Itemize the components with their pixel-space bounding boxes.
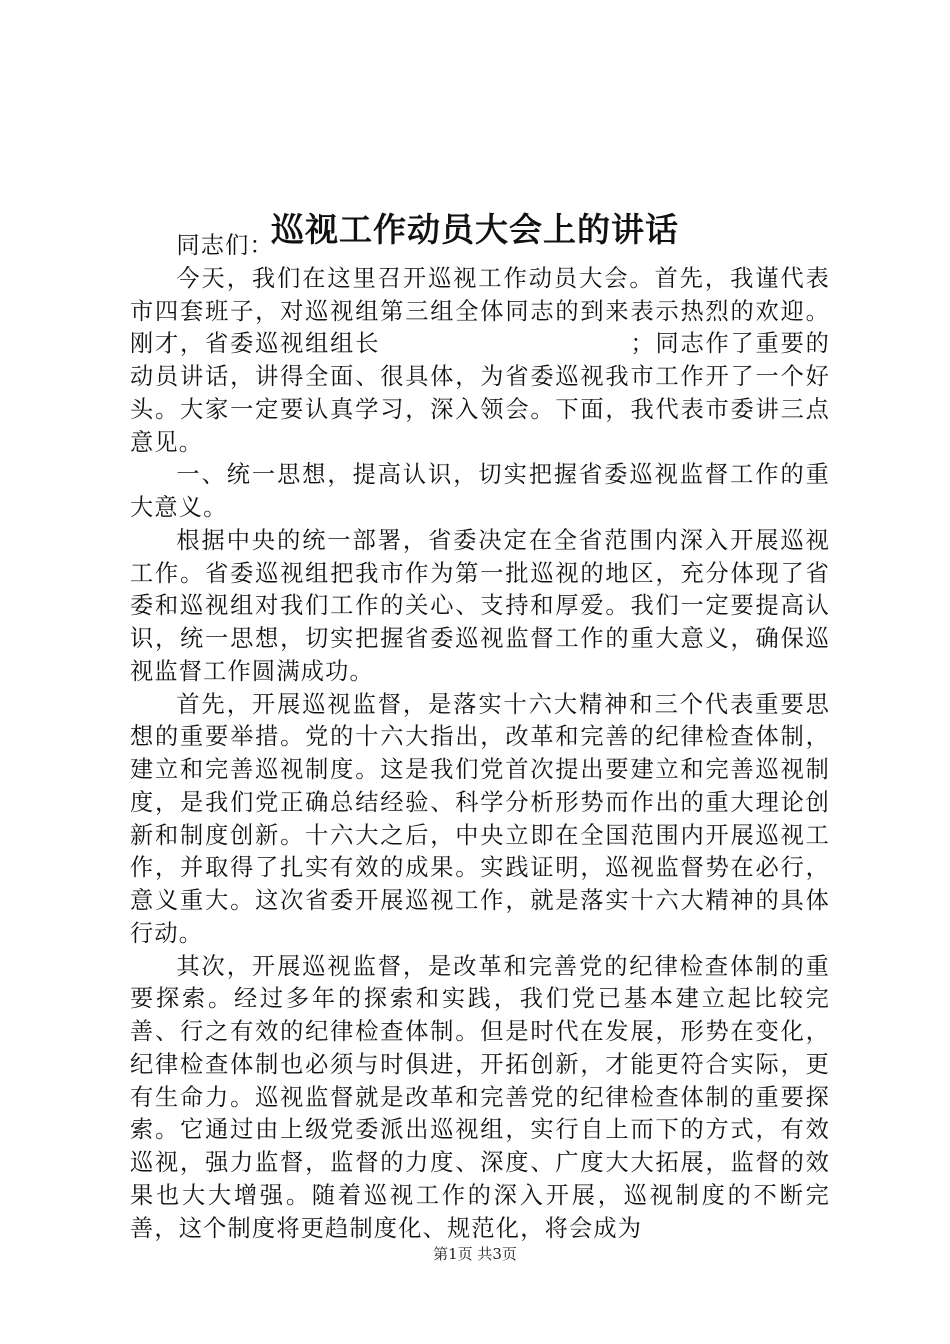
body-paragraph: 其次，开展巡视监督，是改革和完善党的纪律检查体制的重要探索。经过多年的探索和实践，我们党已基本建立起比较完善、行之有效的纪律检查体制。但是时代在发展，形势在变化，纪律检查体制也必须与时俱进，开拓创新，才能更符合实际，更有生命力。巡视监督就是改革和完善党的纪律检查体制的重要探索。它通过由上级党委派出巡视组，实行自上而下的方式，有效巡视，强力监督，监督的力度、深度、广度大大拓展，监督的效果也大大增强。随着巡视工作的深入开展，巡视制度的不断完善，这个制度将更趋制度化、规范化，将会成为 bbox=[130, 952, 830, 1242]
document-title: 巡视工作动员大会上的讲话 bbox=[271, 210, 679, 250]
body-paragraph: 首先，开展巡视监督，是落实十六大精神和三个代表重要思想的重要举措。党的十六大指出，改革和完善的纪律检查体制，建立和完善巡视制度。这是我们党首次提出要建立和完善巡视制度，是我们党正确总结经验、科学分析形势而作出的重大理论创新和制度创新。十六大之后，中央立即在全国范围内开展巡视工作，并取得了扎实有效的成果。实践证明，巡视监督势在必行，意义重大。这次省委开展巡视工作，就是落实十六大精神的具体行动。 bbox=[130, 690, 830, 947]
page-footer: 第1页 共3页 bbox=[433, 1245, 517, 1263]
opening-paragraph: 今天，我们在这里召开巡视工作动员大会。首先，我谨代表市四套班子，对巡视组第三组全体同志的到来表示热烈的欢迎。刚才，省委巡视组组长 ；同志作了重要的动员讲话，讲得全面、很具体，为省委巡视我市工作开了一个好头。大家一定要认真学习，深入领会。下面，我代表市委讲三点意见。 bbox=[130, 264, 830, 456]
section-heading-1: 一、统一思想，提高认识，切实把握省委巡视监督工作的重大意义。 bbox=[130, 461, 830, 521]
document-body bbox=[130, 230, 830, 1245]
body-paragraph: 根据中央的统一部署，省委决定在全省范围内深入开展巡视工作。省委巡视组把我市作为第一批巡视的地区，充分体现了省委和巡视组对我们工作的关心、支持和厚爱。我们一定要提高认识，统一思想，切实把握省委巡视监督工作的重大意义，确保巡视监督工作圆满成功。 bbox=[130, 526, 830, 685]
salutation-paragraph: 同志们： bbox=[176, 232, 274, 259]
